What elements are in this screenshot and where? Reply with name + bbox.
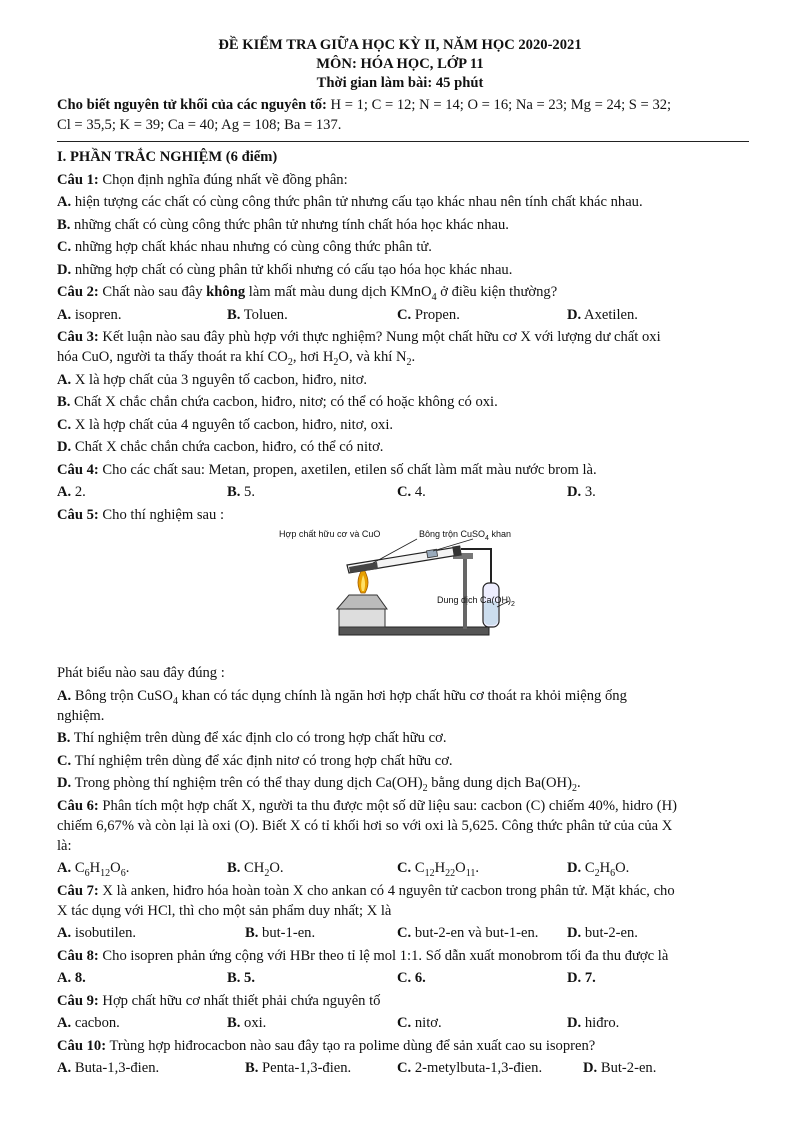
question-5: [57, 505, 743, 525]
exam-page: [57, 36, 743, 1078]
option-letter: C.: [57, 752, 72, 769]
option-letter: D.: [57, 261, 72, 278]
question-4: [57, 460, 743, 480]
q7-option-b[interactable]: [245, 923, 397, 943]
q8-options: [57, 968, 743, 988]
option-text: 5.: [240, 484, 255, 500]
duration-line: Thời gian làm bài: 45 phút: [316, 75, 484, 91]
question-number: Câu 2:: [57, 284, 99, 300]
option-letter: C.: [397, 306, 412, 323]
option-text: hiện tượng các chất có cùng công thức phân tử nhưng cấu tạo khác nhau nên tính chất khác nhau.: [71, 194, 643, 210]
option-text: X là hợp chất của 3 nguyên tố cacbon, hiđro, nitơ.: [71, 371, 368, 388]
q8-option-b[interactable]: [227, 968, 397, 988]
q3-option-d[interactable]: [57, 437, 743, 457]
option-letter: B.: [227, 970, 241, 986]
q9-option-d[interactable]: [567, 1013, 737, 1033]
option-letter: C.: [397, 970, 412, 986]
question-text: Cho isopren phản ứng cộng với HBr theo tỉ lệ mol 1:1. Số dẫn xuất monobrom tối đa thu được là: [98, 947, 669, 964]
option-letter: D.: [567, 925, 582, 941]
experiment-figure: [57, 527, 743, 661]
question-number: Câu 5:: [57, 506, 99, 523]
question-number: Câu 4:: [57, 461, 99, 478]
subscript: 2: [333, 356, 339, 368]
option-letter: B.: [245, 1060, 259, 1076]
option-letter: A.: [57, 860, 72, 876]
q6-option-c[interactable]: C. $C_{12}H_{22}O_{11}$.: [397, 860, 479, 879]
subscript: 2: [406, 356, 412, 368]
option-text: but-2-en.: [581, 925, 638, 941]
section-title: I. PHẦN TRẮC NGHIỆM (6 điểm): [57, 149, 278, 165]
option-letter: C.: [397, 484, 412, 500]
option-text: 5.: [240, 970, 255, 986]
question-number: Câu 10:: [57, 1037, 107, 1054]
question-2: [57, 282, 743, 302]
option-text: bằng dung dịch Ba(OH): [427, 775, 572, 791]
option-letter: A.: [57, 687, 72, 704]
question-6: [57, 796, 743, 856]
question-1: [57, 170, 743, 190]
q3-option-a[interactable]: [57, 370, 743, 390]
q6-option-b[interactable]: B. $CH_2O$.: [227, 860, 284, 879]
q6-option-d[interactable]: D. $C_2H_6O$.: [567, 860, 630, 879]
option-text: nghiệm.: [57, 707, 105, 724]
option-text: 7.: [581, 970, 596, 986]
question-10: [57, 1036, 743, 1056]
option-text: 6.: [411, 970, 426, 986]
question-text: X tác dụng với HCl, thì cho một sản phẩm duy nhất; X là: [57, 902, 392, 919]
q5-option-c[interactable]: [57, 751, 743, 771]
q10-options: [57, 1058, 743, 1078]
q7-options: [57, 923, 743, 943]
option-letter: C.: [57, 416, 72, 433]
option-text: But-2-en.: [597, 1060, 657, 1076]
subscript: 2: [571, 782, 577, 794]
option-text: Bông trộn CuSO: [71, 687, 173, 704]
q1-option-c[interactable]: [57, 237, 743, 257]
question-text: hóa CuO, người ta thấy thoát ra khí CO: [57, 349, 288, 365]
option-text: Thí nghiệm trên dùng để xác định nitơ có trong hợp chất hữu cơ.: [71, 752, 453, 769]
question-text: chiếm 6,67% và còn lại là oxi (O). Biết X có tỉ khối hơi so với oxi là 5,625. Công thức phân tử của của X: [57, 817, 673, 834]
option-text: 2.: [71, 484, 86, 500]
q4-option-d[interactable]: [567, 482, 737, 502]
option-text: isobutilen.: [71, 925, 137, 941]
option-letter: D.: [567, 484, 582, 500]
option-text: nitơ.: [411, 1015, 442, 1031]
q10-option-c[interactable]: [397, 1058, 583, 1078]
option-text: những hợp chất có cùng phân tử khối nhưng có cấu tạo hóa học khác nhau.: [71, 261, 513, 278]
option-letter: B.: [57, 216, 71, 233]
q6-options: [57, 858, 743, 878]
q8-option-a[interactable]: [57, 968, 227, 988]
q9-option-a[interactable]: [57, 1013, 227, 1033]
question-text: ở điều kiện thường?: [436, 284, 558, 300]
q7-option-c[interactable]: [397, 923, 567, 943]
q4-option-c[interactable]: [397, 482, 567, 502]
option-text: Toluen.: [240, 306, 288, 323]
question-7: [57, 881, 743, 921]
q3-option-c[interactable]: [57, 415, 743, 435]
option-text: 2-metylbuta-1,3-đien.: [411, 1060, 543, 1076]
question-text: Cho thí nghiệm sau :: [98, 506, 225, 523]
q9-option-b[interactable]: [227, 1013, 397, 1033]
q9-options: [57, 1013, 743, 1033]
q5-option-d[interactable]: [57, 773, 743, 793]
q5-option-a[interactable]: [57, 686, 743, 726]
atomic-masses-label: Cho biết nguyên tử khối của các nguyên tố:: [57, 97, 327, 113]
option-text: but-1-en.: [258, 925, 316, 941]
subscript: 4: [431, 291, 437, 303]
experiment-apparatus-image: [277, 527, 577, 661]
q10-option-d[interactable]: [583, 1058, 753, 1078]
q2-option-d[interactable]: [567, 305, 737, 325]
question-text: X là anken, hiđro hóa hoàn toàn X cho ankan có 4 nguyên tử cacbon trong phân tử. Mặt khác, cho: [98, 882, 675, 899]
question-text: Trùng hợp hiđrocacbon nào sau đây tạo ra polime dùng để sản xuất cao su isopren?: [106, 1037, 596, 1054]
option-text: Chất X chắc chắn chứa cacbon, hiđro, nitơ; có thể có hoặc không có oxi.: [70, 394, 498, 410]
option-text: 8.: [71, 970, 86, 986]
subscript: 2: [422, 782, 428, 794]
option-letter: D.: [567, 306, 582, 323]
question-number: Câu 3:: [57, 329, 99, 345]
q5-option-b[interactable]: [57, 728, 743, 748]
question-9: [57, 991, 743, 1011]
question-text: Chọn định nghĩa đúng nhất về đồng phân:: [98, 171, 348, 188]
q7-option-a[interactable]: [57, 923, 245, 943]
option-letter: B.: [57, 394, 71, 410]
question-8: [57, 946, 743, 966]
option-letter: A.: [57, 194, 72, 210]
option-text: khan có tác dụng chính là ngăn hơi hợp chất hữu cơ thoát ra khỏi miệng ống: [177, 687, 627, 704]
exam-title: ĐỀ KIỂM TRA GIỮA HỌC KỲ II, NĂM HỌC 2020-2021: [218, 37, 582, 53]
option-letter: D.: [567, 1015, 582, 1031]
divider: [57, 141, 749, 142]
atomic-masses: [57, 95, 743, 135]
q2-option-c[interactable]: [397, 305, 567, 325]
option-text: 3.: [581, 484, 596, 500]
q3-option-b[interactable]: [57, 392, 743, 412]
option-letter: D.: [57, 439, 72, 455]
q1-option-b[interactable]: [57, 215, 743, 235]
option-text: Penta-1,3-đien.: [258, 1060, 352, 1076]
q10-option-a[interactable]: [57, 1058, 245, 1078]
option-text: những chất có cùng công thức phân tử nhưng tính chất hóa học khác nhau.: [70, 216, 509, 233]
atomic-masses-values-2: Cl = 35,5; K = 39; Ca = 40; Ag = 108; Ba = 137.: [57, 117, 342, 133]
option-letter: C.: [397, 1060, 412, 1076]
option-letter: B.: [227, 860, 241, 876]
q6-option-a[interactable]: A. $C_6H_{12}O_6$.: [57, 860, 130, 879]
option-letter: D.: [567, 970, 582, 986]
question-text: làm mất màu dung dịch KMnO: [245, 284, 432, 300]
option-letter: A.: [57, 1060, 72, 1076]
question-text: là:: [57, 837, 72, 854]
q1-option-a[interactable]: [57, 192, 743, 212]
q7-option-d[interactable]: [567, 923, 737, 943]
q4-options: [57, 482, 743, 502]
question-number: Câu 8:: [57, 947, 99, 964]
option-letter: B.: [245, 925, 259, 941]
option-text: isopren.: [71, 306, 122, 323]
question-text: Kết luận nào sau đây phù hợp với thực nghiệm? Nung một chất hữu cơ X với lượng dư chất oxi: [98, 329, 661, 345]
option-text: Axetilen.: [581, 306, 638, 323]
subscript: 4: [172, 695, 178, 707]
option-letter: D.: [567, 860, 582, 876]
option-text: 4.: [411, 484, 426, 500]
figure-label-compound: Hợp chất hữu cơ và CuO: [279, 528, 381, 539]
q8-option-d[interactable]: [567, 968, 737, 988]
option-text: hiđro.: [581, 1015, 620, 1031]
option-letter: C.: [397, 1015, 412, 1031]
option-text: cacbon.: [71, 1015, 120, 1031]
question-text: .: [411, 349, 416, 365]
q4-option-b[interactable]: [227, 482, 397, 502]
option-letter: C.: [57, 239, 72, 255]
question-text: Chất nào sau đây: [98, 284, 207, 300]
option-letter: B.: [227, 484, 241, 500]
question-number: Câu 6:: [57, 797, 99, 814]
option-text: but-2-en và but-1-en.: [411, 925, 539, 941]
q2-option-b[interactable]: [227, 305, 397, 325]
option-text: oxi.: [240, 1015, 267, 1031]
option-letter: D.: [57, 775, 72, 791]
subject-line: MÔN: HÓA HỌC, LỚP 11: [316, 56, 484, 72]
option-letter: A.: [57, 925, 72, 941]
q2-option-a[interactable]: [57, 305, 227, 325]
atomic-masses-values-1: H = 1; C = 12; N = 14; O = 16; Na = 23; Mg = 24; S = 32;: [326, 97, 672, 113]
question-number: Câu 9:: [57, 992, 99, 1009]
option-letter: A.: [57, 306, 72, 323]
option-letter: B.: [227, 306, 241, 323]
question-number: Câu 7:: [57, 882, 99, 899]
question-text: Hợp chất hữu cơ nhất thiết phải chứa nguyên tố: [98, 992, 381, 1009]
option-text: những hợp chất khác nhau nhưng có cùng công thức phân tử.: [71, 239, 432, 255]
q9-option-c[interactable]: [397, 1013, 567, 1033]
figure-label-solution: Dung dịch $Ca(OH)_2$: [437, 594, 515, 608]
q2-options: [57, 305, 743, 325]
question-text: O, và khí N: [338, 349, 407, 365]
subscript: 2: [287, 356, 293, 368]
q4-option-a[interactable]: [57, 482, 227, 502]
q10-option-b[interactable]: [245, 1058, 397, 1078]
option-text: Chất X chắc chắn chứa cacbon, hiđro, có thể có nitơ.: [71, 439, 384, 455]
option-text: Thí nghiệm trên dùng để xác định clo có trong hợp chất hữu cơ.: [70, 730, 447, 746]
question-text: Cho các chất sau: Metan, propen, axetilen, etilen số chất làm mất màu nước brom là.: [98, 461, 597, 478]
option-text: X là hợp chất của 4 nguyên tố cacbon, hiđro, nitơ, oxi.: [71, 416, 394, 433]
option-text: Trong phòng thí nghiệm trên có thể thay dung dịch Ca(OH): [71, 775, 423, 791]
question-3: [57, 327, 743, 367]
q8-option-c[interactable]: [397, 968, 567, 988]
option-letter: A.: [57, 1015, 72, 1031]
option-letter: A.: [57, 371, 72, 388]
q1-option-d[interactable]: [57, 260, 743, 280]
option-letter: D.: [583, 1060, 598, 1076]
figure-label-cotton: Bông trộn CuSO$_4$ khan: [419, 528, 511, 542]
option-text: Buta-1,3-đien.: [71, 1060, 160, 1076]
option-letter: B.: [227, 1015, 241, 1031]
option-letter: A.: [57, 970, 72, 986]
question-number: Câu 1:: [57, 171, 99, 188]
question-emphasis: không: [206, 284, 246, 300]
option-letter: A.: [57, 484, 72, 500]
option-text: Propen.: [411, 306, 460, 323]
option-letter: C.: [397, 860, 412, 876]
option-letter: C.: [397, 925, 412, 941]
question-text: Phân tích một hợp chất X, người ta thu được một số dữ liệu sau: cacbon (C) chiếm 40%, hidro (H): [98, 797, 677, 814]
option-letter: B.: [57, 730, 71, 746]
question-5-stem: Phát biểu nào sau đây đúng :: [57, 665, 225, 681]
question-text: , hơi H: [292, 349, 334, 365]
option-text: .: [576, 775, 581, 791]
